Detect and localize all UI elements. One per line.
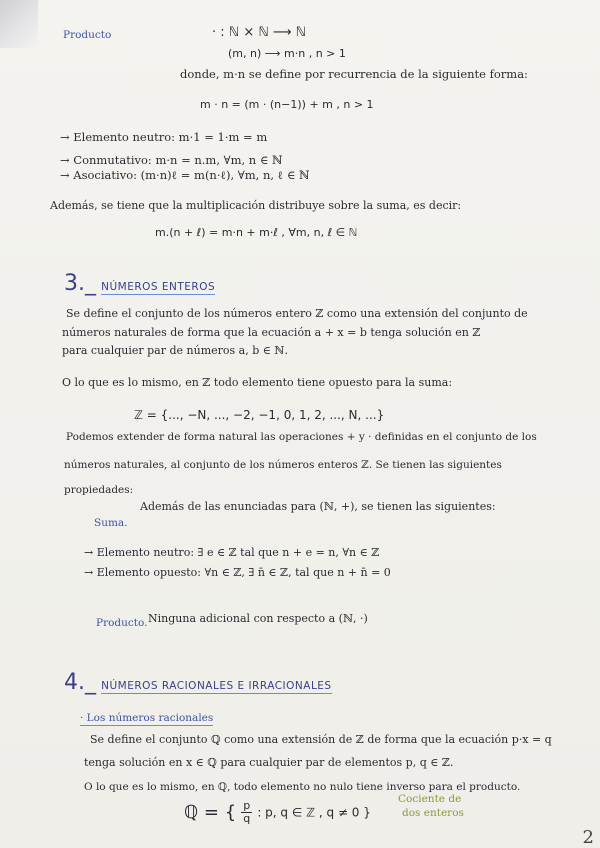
distrib-formula: m.(n + ℓ) = m·n + m·ℓ , ∀m, n, ℓ ∈ ℕ xyxy=(155,226,358,239)
rationals-definition xyxy=(184,800,371,825)
s4-p1-line1: Se define el conjunto ℚ como una extensión de ℤ de forma que la ecuación p·x = q xyxy=(90,733,552,746)
s4-p2: O lo que es lo mismo, en ℚ, todo elemento no nulo tiene inverso para el producto. xyxy=(84,781,521,793)
producto-label: Producto xyxy=(63,29,112,41)
donde-text: donde, m·n se define por recurrencia de la siguiente forma: xyxy=(180,67,528,81)
s3-p3-line2: números naturales, al conjunto de los números enteros ℤ. Se tienen las siguientes xyxy=(64,459,502,471)
section-4-number: 4._ xyxy=(64,670,96,695)
s4-p1-line2: tenga solución en x ∈ ℚ para cualquier par de elementos p, q ∈ ℤ. xyxy=(84,756,454,769)
rationals-right: : p, q ∈ ℤ , q ≠ 0 } xyxy=(257,805,371,820)
page-fold xyxy=(0,0,38,48)
s3-p1-line3: para cualquier par de números a, b ∈ ℕ. xyxy=(62,344,288,357)
page-number: 2 xyxy=(582,827,594,848)
prop-conmutativo: → Conmutativo: m·n = n.m, ∀m, n ∈ ℕ xyxy=(60,153,283,167)
s3-p3-line3: propiedades: xyxy=(64,484,134,496)
integers-set: ℤ = {..., −N, ..., −2, −1, 0, 1, 2, ..., N, ...} xyxy=(134,408,385,422)
recurrence-formula: m · n = (m · (n−1)) + m , n > 1 xyxy=(200,98,374,111)
suma-neutro: → Elemento neutro: ∃ e ∈ ℤ tal que n + e = n, ∀n ∈ ℤ xyxy=(84,546,380,559)
section-3-number: 3._ xyxy=(64,271,96,296)
racionales-subtitle: · Los números racionales xyxy=(80,712,214,724)
note-line2: dos enteros xyxy=(402,807,464,819)
producto-z-label: Producto. xyxy=(96,617,148,629)
product-map: · : ℕ × ℕ ⟶ ℕ xyxy=(212,25,307,40)
s3-p1-line2: números naturales de forma que la ecuación a + x = b tenga solución en ℤ xyxy=(62,326,481,339)
prop-asociativo: → Asociativo: (m·n)ℓ = m(n·ℓ), ∀m, n, ℓ ∈ ℕ xyxy=(60,168,310,182)
rationals-left: ℚ = { xyxy=(184,802,237,823)
section-3-heading xyxy=(64,271,215,296)
product-map-sub: (m, n) ⟶ m·n , n > 1 xyxy=(228,47,346,60)
s3-p2: O lo que es lo mismo, en ℤ todo elemento tiene opuesto para la suma: xyxy=(62,376,453,389)
fraction-denominator: q xyxy=(243,812,251,825)
distrib-text: Además, se tiene que la multiplicación distribuye sobre la suma, es decir: xyxy=(50,199,462,212)
suma-opuesto: → Elemento opuesto: ∀n ∈ ℤ, ∃ n̄ ∈ ℤ, tal que n + n̄ = 0 xyxy=(84,566,391,579)
fraction xyxy=(241,800,252,825)
suma-intro: Además de las enunciadas para (ℕ, +), se tienen las siguientes: xyxy=(140,500,496,513)
s3-p1-line1: Se define el conjunto de los números entero ℤ como una extensión del conjunto de xyxy=(66,307,528,320)
suma-label: Suma. xyxy=(94,517,128,529)
producto-z-text: Ninguna adicional con respecto a (ℕ, ·) xyxy=(148,612,368,625)
section-3-title: NÚMEROS ENTEROS xyxy=(101,281,216,293)
note-line1: Cociente de xyxy=(398,793,462,805)
fraction-numerator: p xyxy=(243,799,251,812)
section-4-title: NÚMEROS RACIONALES E IRRACIONALES xyxy=(101,680,332,692)
s3-p3-line1: Podemos extender de forma natural las operaciones + y · definidas en el conjunto de los xyxy=(66,431,537,443)
section-4-heading xyxy=(64,670,332,695)
prop-neutro: → Elemento neutro: m·1 = 1·m = m xyxy=(60,130,268,144)
